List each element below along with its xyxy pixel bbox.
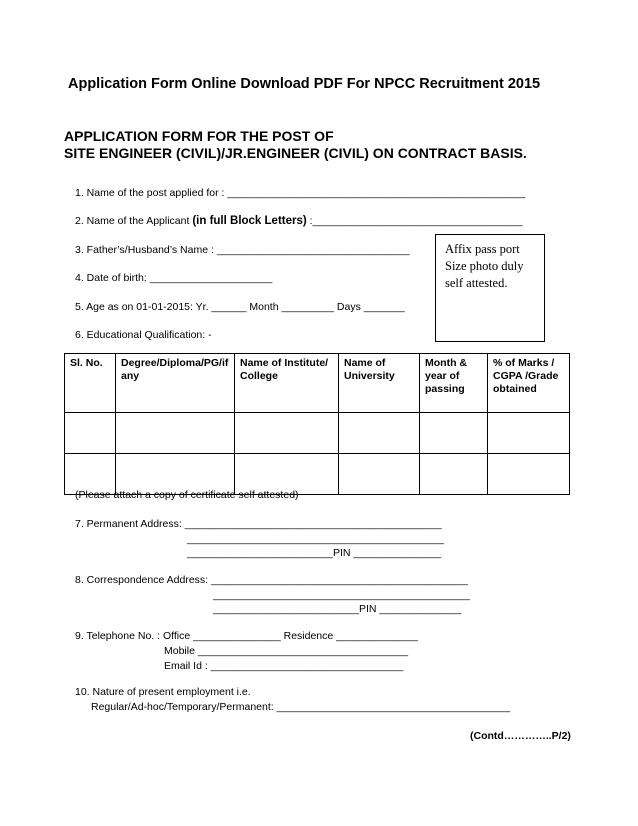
photo-box <box>435 234 545 342</box>
form-heading-line2: SITE ENGINEER (CIVIL)/JR.ENGINEER (CIVIL) ON CONTRACT BASIS. <box>64 145 527 161</box>
correspondence-address-line1[interactable]: 8. Correspondence Address: ____________________________________________ <box>75 574 468 586</box>
table-cell[interactable] <box>488 413 570 454</box>
table-row <box>65 413 570 454</box>
field-educational-qualification: 6. Educational Qualification: - <box>75 329 212 341</box>
telephone-mobile[interactable]: Mobile ____________________________________ <box>164 645 409 657</box>
table-cell[interactable] <box>488 454 570 495</box>
header-sl-no: Sl. No. <box>65 354 116 413</box>
permanent-address-line3[interactable]: _________________________PIN _______________ <box>187 547 442 559</box>
field-father-husband-name[interactable]: 3. Father’s/Husband’s Name : _________________________________ <box>75 244 410 256</box>
table-cell[interactable] <box>235 413 339 454</box>
photo-box-line3: self attested. <box>445 276 508 290</box>
applicant-label: 2. Name of the Applicant <box>75 215 193 227</box>
employment-line2[interactable]: Regular/Ad-hoc/Temporary/Permanent: ________________________________________ <box>91 701 511 713</box>
table-cell[interactable] <box>65 413 116 454</box>
applicant-block-letters-note: (in full Block Letters) <box>192 215 307 227</box>
field-date-of-birth[interactable]: 4. Date of birth: _____________________ <box>75 272 273 284</box>
field-applicant-name[interactable] <box>75 215 523 227</box>
table-cell[interactable] <box>420 413 488 454</box>
telephone-line1[interactable]: 9. Telephone No. : Office _______________ Residence ______________ <box>75 630 418 642</box>
correspondence-address-line3[interactable]: _________________________PIN ______________ <box>213 603 462 615</box>
applicant-blank: :____________________________________ <box>306 215 523 227</box>
header-university: Name of University <box>339 354 420 413</box>
header-institute: Name of Institute/ College <box>235 354 339 413</box>
table-cell[interactable] <box>420 454 488 495</box>
permanent-address-line1[interactable]: 7. Permanent Address: ____________________________________________ <box>75 518 442 530</box>
table-cell[interactable] <box>116 413 235 454</box>
photo-box-line2: Size photo duly <box>445 259 524 273</box>
correspondence-address-line2[interactable]: ____________________________________________ <box>213 589 470 601</box>
document-title: Application Form Online Download PDF For NPCC Recruitment 2015 <box>68 76 541 92</box>
permanent-address-line2[interactable]: ____________________________________________ <box>187 533 444 545</box>
table-cell[interactable] <box>339 413 420 454</box>
telephone-email[interactable]: Email Id : _________________________________ <box>164 660 404 672</box>
employment-line1: 10. Nature of present employment i.e. <box>75 686 251 698</box>
continued-footer: (Contd…………..P/2) <box>470 730 571 742</box>
table-header-row <box>65 354 570 413</box>
photo-box-line1: Affix pass port <box>445 242 520 256</box>
field-age[interactable]: 5. Age as on 01-01-2015: Yr. ______ Month _________ Days _______ <box>75 301 405 313</box>
header-marks: % of Marks / CGPA /Grade obtained <box>488 354 570 413</box>
header-degree: Degree/Diploma/PG/if any <box>116 354 235 413</box>
form-heading-line1: APPLICATION FORM FOR THE POST OF <box>64 128 334 144</box>
header-month-year: Month & year of passing <box>420 354 488 413</box>
certificate-note: (Please attach a copy of certificate self attested) <box>75 489 299 501</box>
qualification-table <box>64 353 570 495</box>
table-cell[interactable] <box>339 454 420 495</box>
field-post-applied[interactable]: 1. Name of the post applied for : ___________________________________________________ <box>75 187 526 199</box>
